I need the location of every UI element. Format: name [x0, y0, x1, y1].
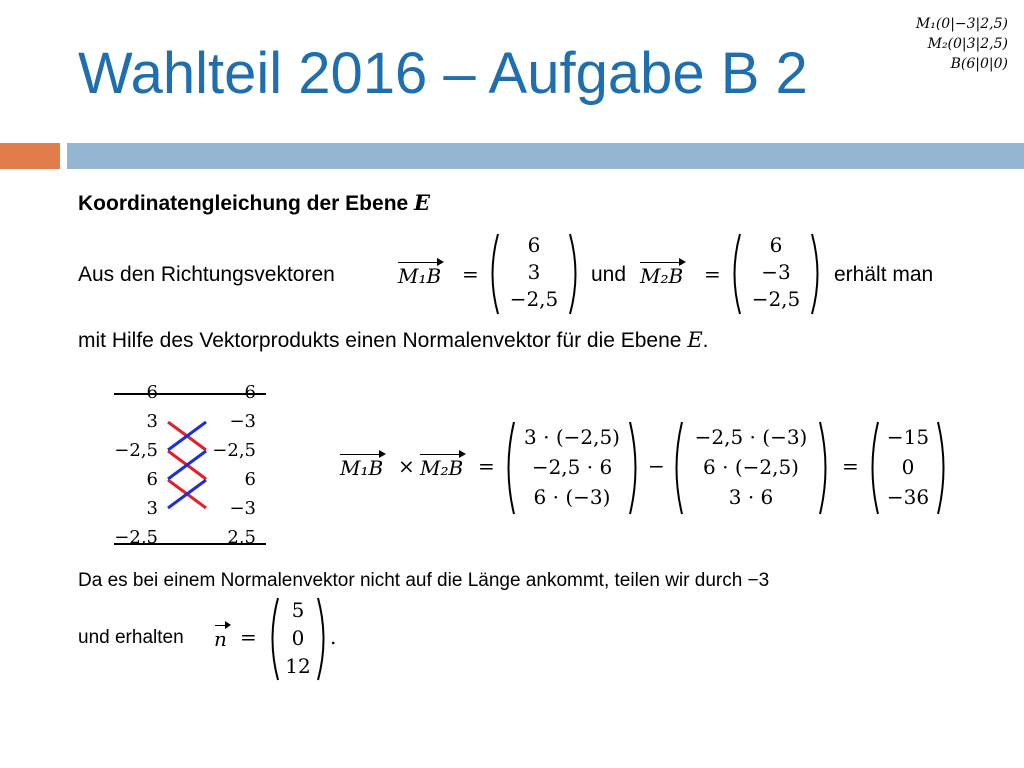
- para1-line2-var: E: [687, 328, 703, 352]
- left-paren-icon: [670, 420, 684, 516]
- scheme-left-2: 3: [146, 411, 158, 432]
- scheme-left-4: 6: [146, 469, 158, 490]
- para2-end: .: [330, 625, 337, 649]
- para2-equals: =: [240, 625, 257, 649]
- right-paren-icon: [628, 420, 642, 516]
- vector-m2b: [728, 232, 824, 316]
- cross-a-3: 6 · (−3): [533, 485, 611, 509]
- left-paren-icon: [486, 232, 500, 316]
- cross-vector-a: [502, 420, 642, 516]
- vec2-name: M₂B: [640, 264, 684, 288]
- result-2: 0: [901, 455, 915, 479]
- scheme-right-6: 2,5: [227, 527, 256, 548]
- right-paren-icon: [818, 420, 832, 516]
- para1-line2: [78, 328, 709, 353]
- cross-a-2: −2,5 · 6: [531, 455, 613, 479]
- right-paren-icon: [568, 232, 582, 316]
- scheme-right-4: 6: [244, 469, 256, 490]
- vec1-y: 3: [527, 260, 541, 284]
- cross-product-scheme: [96, 378, 276, 554]
- accent-bar: [0, 143, 60, 169]
- normal-vector: [266, 596, 330, 682]
- para1-line2-text: mit Hilfe des Vektorprodukts einen Normalenvektor für die Ebene: [78, 329, 688, 352]
- vec1-z: −2,5: [509, 287, 559, 311]
- scheme-left-1: 6: [146, 382, 158, 403]
- left-paren-icon: [502, 420, 516, 516]
- cross-minus: −: [648, 454, 665, 478]
- vec1-equals: =: [462, 262, 479, 286]
- scheme-left-6: −2,5: [114, 527, 158, 548]
- point-b: B(6|0|0): [950, 56, 1008, 72]
- para1-suffix: erhält man: [834, 263, 934, 286]
- scheme-left-5: 3: [146, 498, 158, 519]
- scheme-right-1: 6: [244, 382, 256, 403]
- vec1-x: 6: [527, 233, 541, 257]
- cross-b-1: −2,5 · (−3): [694, 425, 808, 449]
- cross-equals: =: [478, 454, 495, 478]
- cross-times: ×: [398, 454, 415, 478]
- n-y: 0: [291, 626, 305, 650]
- vec2-x: 6: [769, 233, 783, 257]
- left-paren-icon: [866, 420, 880, 516]
- vec2-equals: =: [704, 262, 721, 286]
- scheme-left-3: −2,5: [114, 440, 158, 461]
- para1-prefix: Aus den Richtungsvektoren: [78, 263, 335, 286]
- cross-vector-b: [670, 420, 832, 516]
- para1-connector: und: [591, 263, 627, 286]
- para1-line2-end: .: [702, 329, 709, 352]
- normal-vector-name: n: [214, 627, 227, 651]
- left-paren-icon: [728, 232, 742, 316]
- section-heading: [78, 190, 430, 216]
- right-paren-icon: [316, 596, 330, 682]
- scheme-right-5: −3: [229, 498, 256, 519]
- vec1-name: M₁B: [398, 264, 442, 288]
- page-title: Wahlteil 2016 – Aufgabe B 2: [78, 41, 808, 106]
- cross-result: [866, 420, 950, 516]
- scheme-right-2: −3: [229, 411, 256, 432]
- cross-lhs-a: M₁B: [340, 456, 384, 480]
- para2-prefix: und erhalten: [78, 627, 184, 648]
- right-paren-icon: [810, 232, 824, 316]
- n-x: 5: [291, 598, 305, 622]
- vector-m1b: [486, 232, 582, 316]
- heading-text: Koordinatengleichung der Ebene: [78, 192, 415, 215]
- result-1: −15: [886, 425, 930, 449]
- cross-a-1: 3 · (−2,5): [524, 425, 620, 449]
- para2-line1: Da es bei einem Normalenvektor nicht auf die Länge ankommt, teilen wir durch −3: [78, 570, 770, 591]
- n-z: 12: [285, 654, 311, 678]
- right-paren-icon: [936, 420, 950, 516]
- vec2-y: −3: [761, 260, 791, 284]
- cross-lhs-b: M₂B: [420, 456, 464, 480]
- cross-equals-2: =: [842, 454, 859, 478]
- result-3: −36: [886, 485, 930, 509]
- point-m1: M₁(0|−3|2,5): [915, 16, 1008, 32]
- heading-var: E: [414, 190, 431, 215]
- header-bar: [67, 143, 1024, 169]
- point-m2: M₂(0|3|2,5): [927, 36, 1008, 52]
- cross-b-2: 6 · (−2,5): [703, 455, 799, 479]
- vec2-z: −2,5: [751, 287, 801, 311]
- given-points: [916, 14, 1008, 74]
- left-paren-icon: [266, 596, 280, 682]
- cross-b-3: 3 · 6: [728, 485, 774, 509]
- cross-lines-icon: [96, 378, 276, 554]
- scheme-right-3: −2,5: [212, 440, 256, 461]
